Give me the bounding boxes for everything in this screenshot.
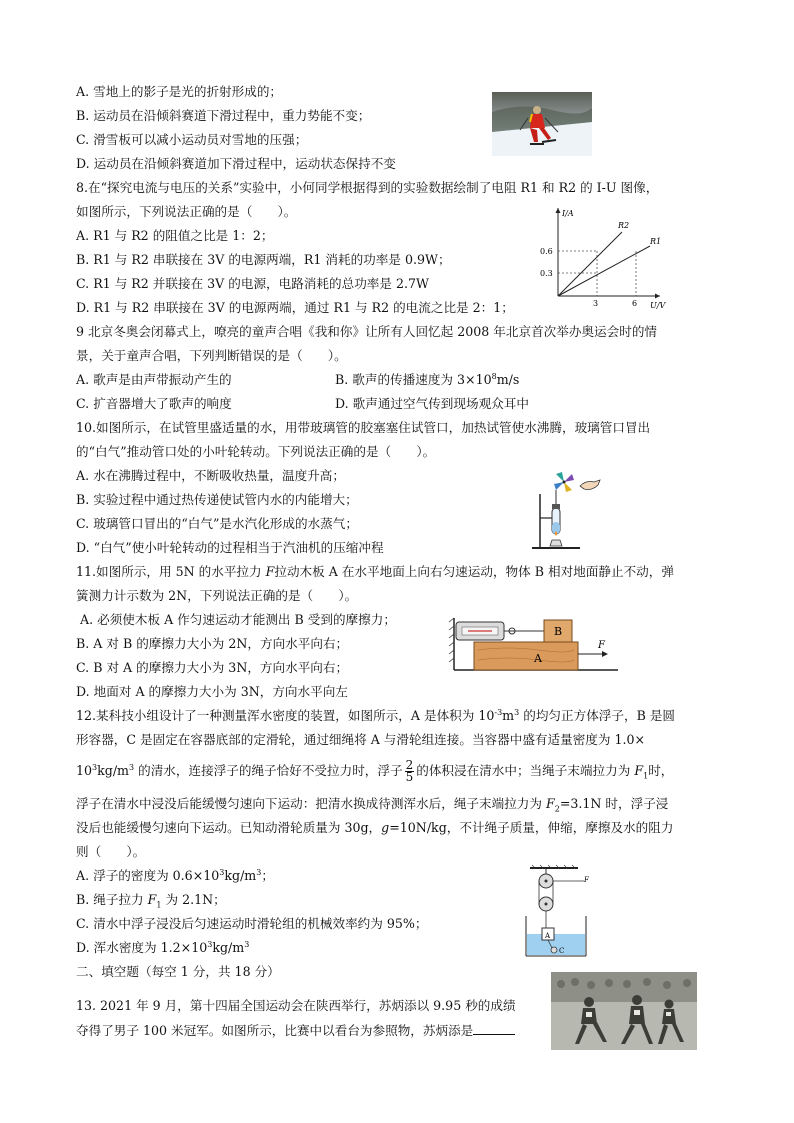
q8-option-d: D. R1 与 R2 串联接在 3V 的电源两端，通过 R1 与 R2 的电流之比是 2：1； [76,300,514,315]
q7-option-d: D. 运动员在沿倾斜赛道加下滑过程中，运动状态保持不变 [76,156,396,171]
float-a-label: A [545,932,551,940]
iu-graph [530,202,672,312]
pinwheel-icon [554,472,574,492]
graph-y-tick-06: 0.6 [540,247,553,256]
q11-stem-line1: 11.如图所示，用 5N 的水平拉力 F拉动木板 A 在水平地面上向右匀速运动，物体 B 相对地面静止不动，弹 [76,564,674,579]
q12-stem-line3: $10^3kg/m^3$ 的清水，连接浮子的绳子恰好不受拉力时，浮子 $\frac{2}{5}$ 的体积浸在清水中；当绳子末端拉力为 $F_1$时， [76,758,674,784]
graph-x-tick-3: 3 [593,299,599,308]
q10-stem-line2: 的“白气”推动管口处的小叶轮转动。下列说法正确的是（ ）。 [76,444,436,459]
q8-option-b: B. R1 与 R2 串联接在 3V 的电源两端，R1 消耗的功率是 0.9W； [76,252,451,267]
q12-stem-line5: 没后也能缓慢匀速向下运动。已知动滑轮质量为 30g，g=10N/kg，不计绳子质量，伸缩，摩擦及水的阻力 [76,820,674,835]
graph-x-tick-6: 6 [632,299,638,308]
q9-stem-line2: 景，关于童声合唱，下列判断错误的是（ ）。 [76,348,347,363]
q11-stem-line2: 簧测力计示数为 2N，下列说法正确的是（ ）。 [76,588,358,603]
q12-option-b: B. 绳子拉力 $F_1$ 为 2.1N； [76,892,226,910]
q7-option-c: C. 滑雪板可以减小运动员对雪地的压强； [76,132,308,147]
force-f-label: F [598,640,605,651]
sprinters-photo [551,972,697,1050]
q7-option-b: B. 运动员在沿倾斜赛道下滑过程中，重力势能不变； [76,108,371,123]
pulley-float-figure [522,864,602,958]
q7-option-a: A. 雪地上的影子是光的折射形成的； [76,84,283,99]
q11-option-b: B. A 对 B 的摩擦力大小为 2N，方向水平向右； [76,636,349,651]
q12-stem-line2: 形容器，C 是固定在容器底部的定滑轮，通过细绳将 A 与滑轮组连接。当容器中盛有适量密度为 1.0× [76,732,646,747]
q8-option-a: A. R1 与 R2 的阻值之比是 1：2； [76,228,274,243]
spring-scale-blocks-figure [448,610,618,674]
q8-option-c: C. R1 与 R2 并联接在 3V 的电源，电路消耗的总功率是 2.7W [76,276,429,291]
bottom-pulley-icon [551,947,557,953]
q10-option-c: C. 玻璃管口冒出的“白气”是水汽化形成的水蒸气； [76,516,358,531]
q12-stem-line6: 则（ ）。 [76,844,146,859]
q13-stem-line1: 13. 2021 年 9 月，第十四届全国运动会在陕西举行，苏炳添以 9.95 秒的成绩 [76,998,516,1013]
skier-photo [492,92,592,156]
pulley-c-label: C [559,947,565,955]
fraction-two-fifths: $\frac{2}{5}$ [405,758,414,784]
q12-stem-line4: 浮子在清水中浸没后能缓慢匀速向下运动：把清水换成待测浑水后，绳子末端拉力为 $F_2=3.1N$ 时，浮子浸 [76,796,669,814]
graph-x-label: U/V [650,301,666,310]
q11-option-d: D. 地面对 A 的摩擦力大小为 3N，方向水平向左 [76,684,348,699]
q9-option-b: B. 歌声的传播速度为 $3\times 10^8m/s$ [335,371,520,387]
q10-stem-line1: 10.如图所示，在试管里盛适量的水，用带玻璃管的胶塞塞住试管口，加热试管使水沸腾，玻璃管口冒出 [76,420,651,435]
q9-stem-line1: 9 北京冬奥会闭幕式上，嘹亮的童声合唱《我和你》让所有人回忆起 2008 年北京首次举办奥运会时的情 [76,324,658,339]
q13-answer-blank[interactable] [473,1022,515,1035]
q8-stem-line2: 如图所示，下列说法正确的是（ ）。 [76,204,297,219]
q12-option-d: D. 浑水密度为 $1.2\times 10^3kg/m^3$ [76,939,250,955]
block-b-label: B [554,625,563,638]
graph-series-r2: R2 [618,221,630,230]
q11-option-c: C. B 对 A 的摩擦力大小为 3N，方向水平向右； [76,660,349,675]
graph-series-r1: R1 [650,237,662,246]
graph-y-tick-03: 0.3 [540,269,553,278]
q10-option-b: B. 实验过程中通过热传递使试管内水的内能增大； [76,492,358,507]
q8-stem-line1: 8.在“探究电流与电压的关系”实验中，小何同学根据得到的实验数据绘制了电阻 R1 和 R2 的 I-U 图像， [76,180,659,195]
q9-option-a: A. 歌声是由声带振动产生的 [76,372,232,387]
block-a-label: A [534,652,542,665]
q12-option-c: C. 清水中浮子浸没后匀速运动时滑轮组的机械效率约为 95%； [76,916,428,931]
q9-option-d: D. 歌声通过空气传到现场观众耳中 [335,396,529,411]
test-tube-pinwheel-figure [526,464,606,552]
q9-option-c: C. 扩音器增大了歌声的响度 [76,396,232,411]
q10-option-d: D. “白气”使小叶轮转动的过程相当于汽油机的压缩冲程 [76,540,384,555]
graph-y-label: I/A [562,209,574,218]
q10-option-a: A. 水在沸腾过程中，不断吸收热量，温度升高； [76,468,345,483]
q12-stem-line1: 12.某科技小组设计了一种测量浑水密度的装置，如图所示，A 是体积为 $10^{-3}m^3$ 的均匀正方体浮子，B 是圆 [76,707,676,723]
section-fill-in-heading: 二、填空题（每空 1 分，共 18 分） [76,964,280,979]
hand-icon [580,480,600,490]
q12-option-a: A. 浮子的密度为 $0.6\times 10^3kg/m^3$； [76,867,274,883]
q11-option-a: A. 必须使木板 A 作匀速运动才能测出 B 受到的摩擦力； [80,612,396,627]
graph-line-r2 [558,232,622,296]
pulley-f-label: F [584,876,589,884]
q13-stem-line2: 夺得了男子 100 米冠军。如图所示，比赛中以看台为参照物，苏炳添是 [76,1022,515,1039]
